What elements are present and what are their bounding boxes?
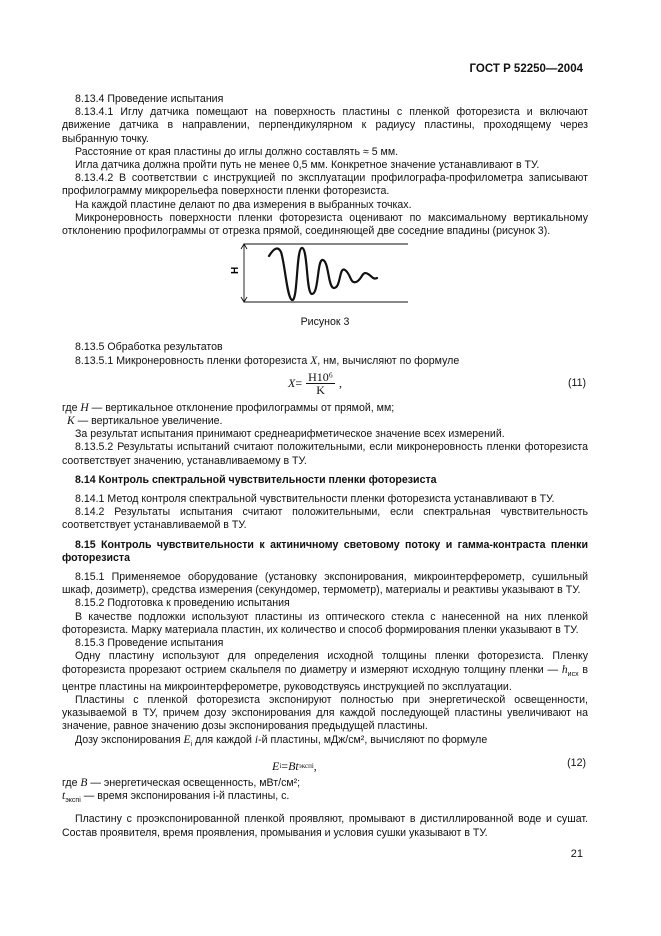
definition-h: где H — вертикальное отклонение профилограммы от прямой, мм;	[62, 401, 395, 414]
clause-8-13-5-1: 8.13.5.1 Микронеровность пленки фоторезиста X, нм, вычисляют по формуле	[75, 354, 460, 367]
definition-t: $t_{экспi}$ — время экспонирования i-й пластины, с.	[62, 790, 290, 805]
formula-12-rhs: Bt	[288, 758, 299, 773]
clause-8-14-2: 8.14.2 Результаты испытания считают положительными, если спектральная чувствительность соответствует устанавливаемой в ТУ.	[62, 506, 588, 532]
section-8-13-4: 8.13.4 Проведение испытания	[75, 93, 224, 105]
paragraph-distance: Расстояние от края пластины до иглы должно составлять ≈ 5 мм.	[75, 145, 399, 158]
clause-8-15-3: 8.15.3 Проведение испытания	[75, 637, 224, 650]
paragraph-exposure: Пластины с пленкой фоторезиста экспонируют полностью при энергетической освещенности, указываемой в ТУ, причем дозу экспонирования для каждой последующей пластины увеличивают на значение, равное значению дозы экспонирования предыдущей пластины.	[62, 694, 588, 733]
definition-k: K — вертикальное увеличение.	[67, 415, 223, 428]
page-content	[62, 93, 588, 840]
formula-12-lhs: E	[272, 758, 280, 773]
formula-11-numerator: H10⁶	[308, 370, 333, 385]
definition-b: где B — энергетическая освещенность, мВт/см²;	[62, 776, 301, 789]
figure-caption: Рисунок 3	[300, 316, 350, 329]
clause-8-14-1: 8.14.1 Метод контроля спектральной чувствительности пленки фоторезиста устанавливают в ТУ.	[75, 493, 555, 506]
clause-8-15-2: 8.15.2 Подготовка к проведению испытания	[75, 597, 290, 610]
clause-8-13-5-2: 8.13.5.2 Результаты испытаний считают положительными, если микронеровность пленки фоторезиста соответствует значению, устанавливаемому в ТУ.	[62, 441, 588, 467]
paragraph-microroughness: Микронеровность поверхности пленки фоторезиста оценивают по максимальному вертикальному отклонению профилограммы от отрезка прямой, соединяющей две соседние впадины (рисунок 3).	[62, 211, 588, 238]
paragraph-mean: За результат испытания принимают среднеарифметическое значение всех измерений.	[75, 428, 505, 441]
paragraph-substrate: В качестве подложки используют пластины из оптического стекла с нанесенной на них пленкой фоторезиста. Марку материала пластин, их количество и способ формирования пленки указывают в ТУ.	[62, 610, 588, 636]
formula-12-number: (12)	[567, 756, 586, 769]
clause-8-13-4-1: 8.13.4.1 Иглу датчика помещают на поверхность пластины с пленкой фоторезиста и включают движение датчика в направлении, перпендикулярном к радиусу пластины, проходящему через выбранную точку.	[62, 106, 588, 145]
formula-11: X = $\frac{\text{H10⁶}}{K}$ , (11)	[288, 370, 586, 398]
document-id-header: ГОСТ Р 52250—2004	[469, 63, 583, 75]
formula-11-lhs: X	[288, 376, 296, 391]
page-number: 21	[570, 848, 583, 860]
formula-11-number: (11)	[567, 376, 586, 389]
section-8-13-5: 8.13.5 Обработка результатов	[75, 341, 223, 354]
paragraph-development: Пластину с проэкспонированной пленкой проявляют, промывают в дистиллированной воде и сушат. Состав проявителя, время проявления, промывания и условия сушки указывают в ТУ.	[62, 813, 588, 839]
formula-12: E i = Bt экспi , (12)	[272, 756, 586, 773]
heading-8-14: 8.14 Контроль спектральной чувствительности пленки фоторезиста	[75, 473, 437, 486]
formula-11-denominator: K	[316, 383, 325, 398]
figure-3-profilogram	[62, 238, 588, 314]
dimension-label-h: H	[230, 267, 241, 275]
formula-11-fraction	[306, 371, 335, 396]
paragraph-two-measurements: На каждой пластине делают по два измерения в выбранных точках.	[75, 198, 412, 211]
paragraph-dose: Дозу экспонирования $E_i$ для каждой i-й пластины, мДж/см², вычисляют по формуле	[75, 733, 488, 748]
paragraph-initial-thickness: Одну пластину используют для определения исходной толщины пленки фоторезиста. Пленку фоторезиста прорезают острием скальпеля по диаметру и измеряют исходную толщину пленки — $h_{исх}$ в центре пластины на микроинтерферометре, руководствуясь инструкцией по эксплуатации.	[62, 650, 588, 693]
heading-8-15: 8.15 Контроль чувствительности к актиничному световому потоку и гамма-контраста пленки фоторезиста	[62, 538, 588, 564]
profilogram-drawing	[222, 240, 412, 310]
clause-8-13-4-2: 8.13.4.2 В соответствии с инструкцией по эксплуатации профилографа-профилометра записывают профилограмму микрорельефа поверхности пленки фоторезиста.	[62, 172, 588, 198]
clause-8-15-1: 8.15.1 Применяемое оборудование (установку экспонирования, микроинтерферометр, сушильный шкаф, дозиметр), средства измерения (секундомер, термометр), материалы и реактивы указывают в ТУ.	[62, 571, 588, 597]
paragraph-needle: Игла датчика должна пройти путь не менее 0,5 мм. Конкретное значение устанавливают в ТУ.	[75, 159, 540, 172]
profile-curve	[269, 248, 377, 300]
